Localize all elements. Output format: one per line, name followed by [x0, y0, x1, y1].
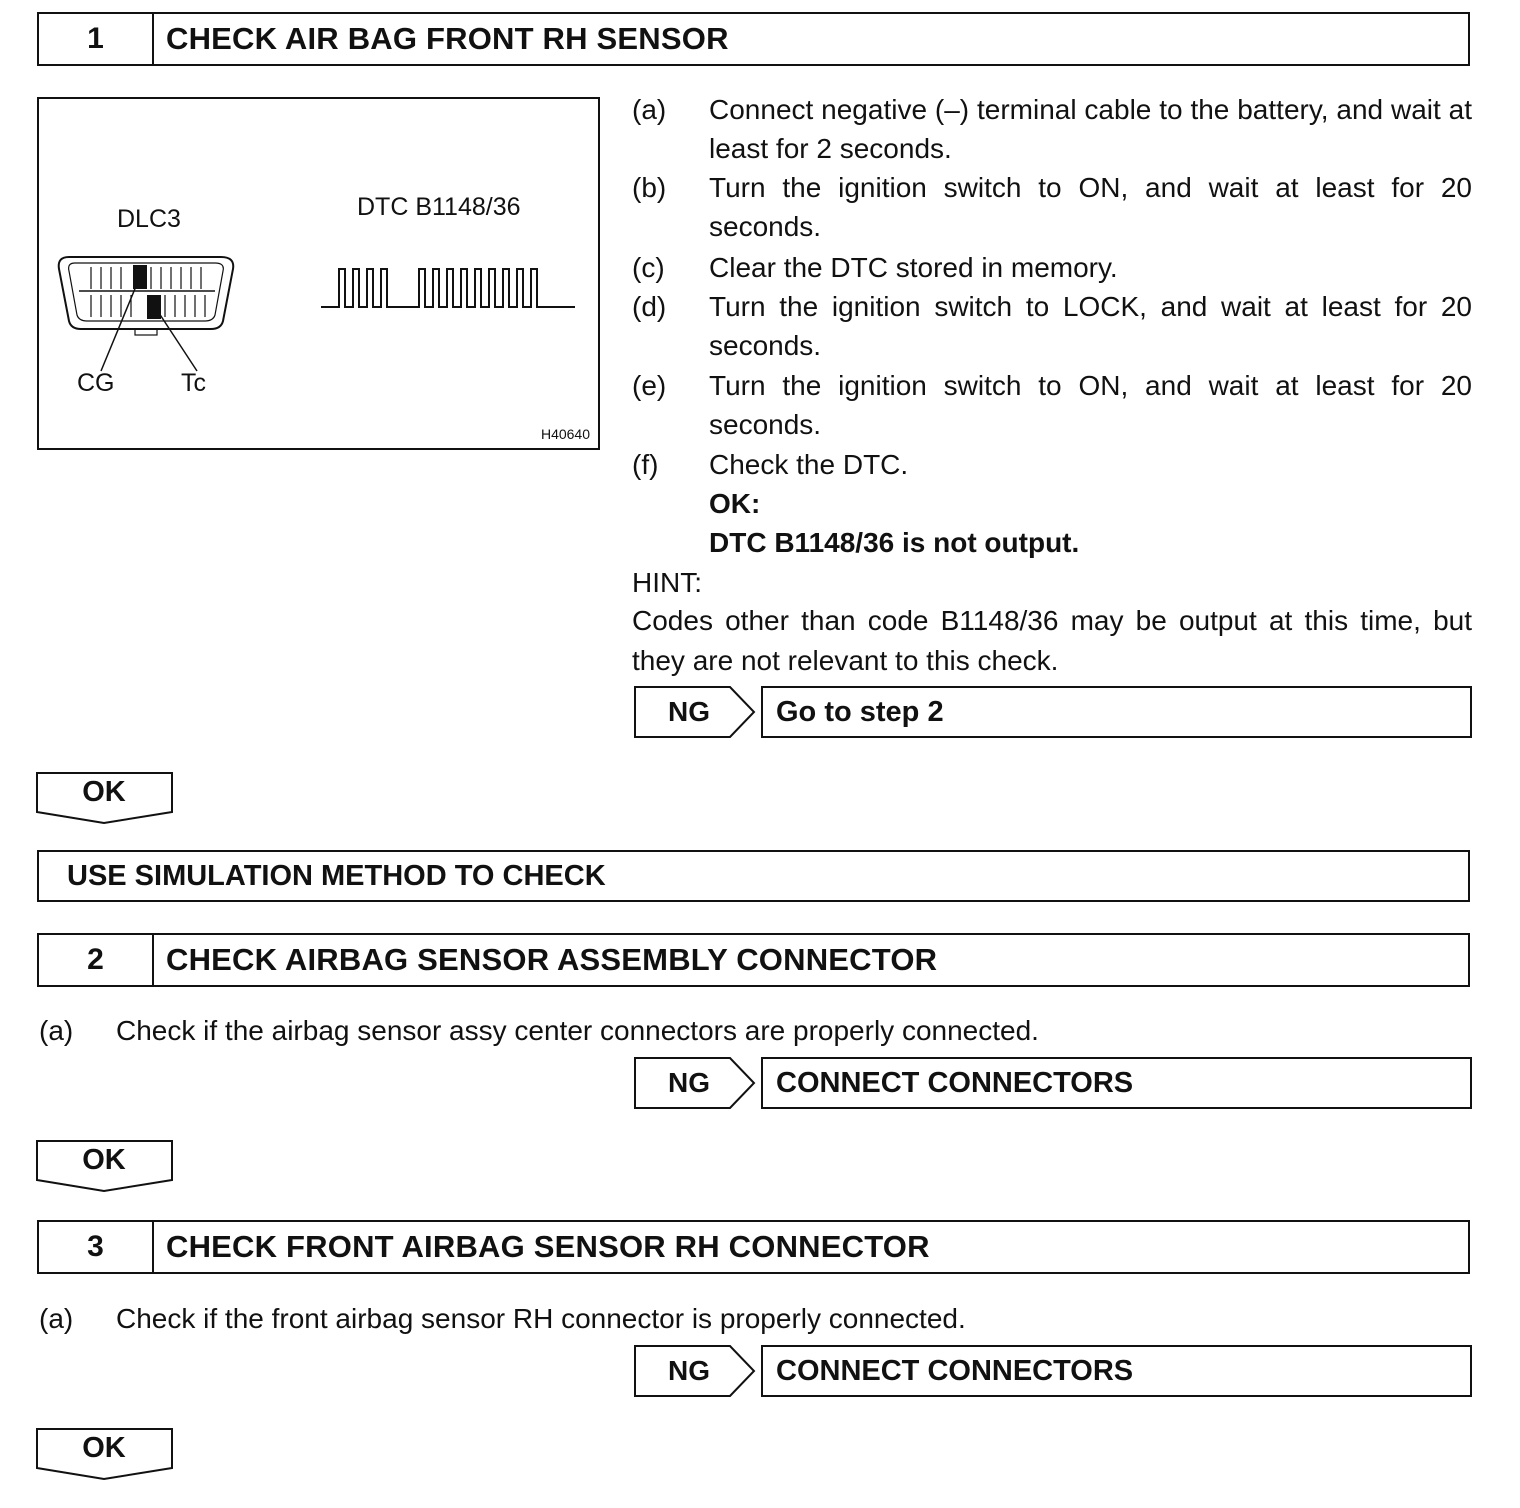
ng-label: NG [668, 1355, 710, 1386]
hint-text: Codes other than code B1148/36 may be output at this time, but they are not relevant to this check. [632, 605, 1472, 676]
ng-label: NG [668, 696, 710, 727]
step2-item-letter: (a) [39, 1015, 74, 1046]
step-number: 3 [39, 1222, 154, 1272]
hint-label: HINT: [632, 567, 702, 598]
dlc3-label: DLC3 [117, 205, 181, 233]
tc-pin [147, 295, 161, 319]
step-title: CHECK FRONT AIRBAG SENSOR RH CONNECTOR [166, 1229, 930, 1264]
ng-result: Go to step 2 [761, 686, 1472, 738]
figure-code: H40640 [540, 426, 590, 442]
step1-item-a: (a) Connect negative (–) terminal cable to the battery, and wait at least for 2 seconds. [632, 94, 1472, 164]
step-1-header [37, 12, 1470, 66]
ok-criteria-label: OK: [709, 488, 761, 519]
step1-item-c: (c) Clear the DTC stored in memory. [632, 252, 1118, 283]
step1-item-d: (d) Turn the ignition switch to LOCK, and wait at least for 20 seconds. [632, 291, 1472, 361]
cg-pin [133, 265, 147, 289]
ok-label: OK [82, 1432, 126, 1464]
step-title: CHECK AIRBAG SENSOR ASSEMBLY CONNECTOR [166, 942, 938, 977]
dlc3-figure [37, 97, 600, 450]
step-number: 1 [39, 14, 154, 64]
step3-ng-branch [634, 1345, 1472, 1397]
ng-label: NG [668, 1067, 710, 1098]
step1-item-f: (f) Check the DTC. [632, 449, 909, 480]
step2-item-text: Check if the airbag sensor assy center connectors are properly connected. [116, 1015, 1039, 1046]
step3-item-letter: (a) [39, 1303, 74, 1334]
step3-item-text: Check if the front airbag sensor RH connector is properly connected. [116, 1303, 966, 1334]
step1-item-e: (e) Turn the ignition switch to ON, and wait at least for 20 seconds. [632, 370, 1472, 440]
dlc3-connector-diagram [39, 99, 598, 448]
step-2-header [37, 933, 1470, 987]
cg-label: CG [77, 369, 115, 397]
ok-label: OK [82, 776, 126, 808]
dtc-label: DTC B1148/36 [357, 193, 521, 221]
ok-criteria-text: DTC B1148/36 is not output. [709, 527, 1080, 558]
dtc-waveform [321, 269, 575, 307]
step-number: 2 [39, 935, 154, 985]
tc-label: Tc [181, 369, 206, 397]
step1-item-b: (b) Turn the ignition switch to ON, and wait at least for 20 seconds. [632, 172, 1472, 242]
simulation-method-box: USE SIMULATION METHOD TO CHECK [37, 850, 1470, 902]
step2-ng-branch [634, 1057, 1472, 1109]
step1-ng-branch [634, 686, 1472, 738]
step2-ok-branch [36, 1140, 174, 1192]
step-title: CHECK AIR BAG FRONT RH SENSOR [166, 21, 729, 56]
step3-ok-branch [36, 1428, 174, 1480]
ok-label: OK [82, 1144, 126, 1176]
step1-ok-branch [36, 772, 174, 824]
step-3-header [37, 1220, 1470, 1274]
ng-result: CONNECT CONNECTORS [761, 1057, 1472, 1109]
ng-result: CONNECT CONNECTORS [761, 1345, 1472, 1397]
